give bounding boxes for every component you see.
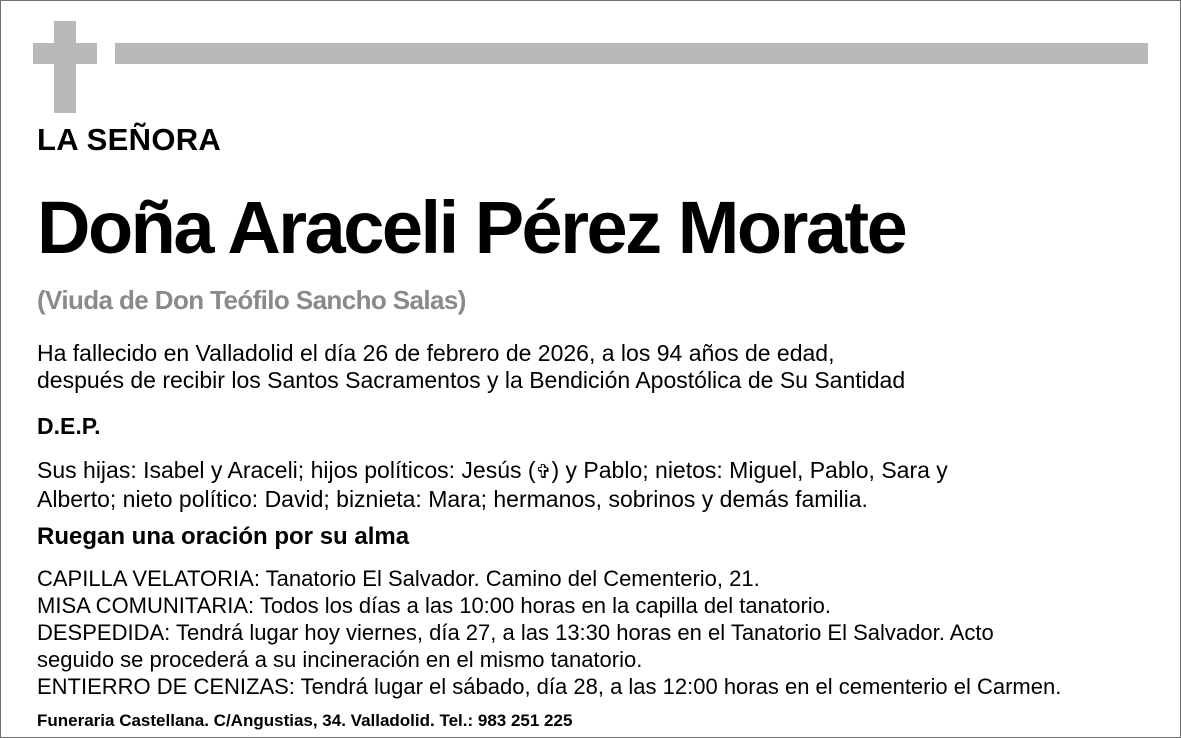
cross-horizontal-bar [33, 43, 97, 64]
header-rule [115, 43, 1148, 64]
cross-vertical-bar [54, 21, 76, 113]
deceased-cross-icon: ✞ [535, 461, 552, 483]
announcement-line: Ha fallecido en Valladolid el día 26 de febrero de 2026, a los 94 años de edad, [37, 340, 835, 366]
widow-of: (Viuda de Don Teófilo Sancho Salas) [37, 285, 466, 315]
detail-line: DESPEDIDA: Tendrá lugar hoy viernes, día 27, a las 13:30 horas en el Tanatorio El Salvador. Acto [37, 620, 994, 645]
announcement [37, 340, 905, 394]
dep-label: D.E.P. [37, 413, 101, 439]
deceased-name: Doña Araceli Pérez Morate [37, 186, 906, 269]
honorific: LA SEÑORA [37, 122, 222, 157]
prayer-request: Ruegan una oración por su alma [37, 523, 410, 550]
announcement-line: después de recibir los Santos Sacramentos y la Bendición Apostólica de Su Santidad [37, 367, 906, 393]
family-line [37, 457, 948, 486]
detail-line: CAPILLA VELATORIA: Tanatorio El Salvador. Camino del Cementerio, 21. [37, 566, 760, 591]
service-details [37, 565, 1061, 700]
family-list [37, 457, 948, 513]
detail-line: MISA COMUNITARIA: Todos los días a las 10:00 horas en la capilla del tanatorio. [37, 593, 832, 618]
detail-line: ENTIERRO DE CENIZAS: Tendrá lugar el sábado, día 28, a las 12:00 horas en el cementerio el Carmen. [37, 674, 1062, 699]
family-text: ) y Pablo; nietos: Miguel, Pablo, Sara y [551, 457, 948, 483]
detail-line: seguido se procederá a su incineración en el mismo tanatorio. [37, 647, 643, 672]
family-text: Sus hijas: Isabel y Araceli; hijos políticos: Jesús ( [37, 457, 536, 483]
family-line: Alberto; nieto político: David; biznieta: Mara; hermanos, sobrinos y demás familia. [37, 486, 868, 512]
funeral-home-footer: Funeraria Castellana. C/Angustias, 34. Valladolid. Tel.: 983 251 225 [37, 711, 573, 730]
